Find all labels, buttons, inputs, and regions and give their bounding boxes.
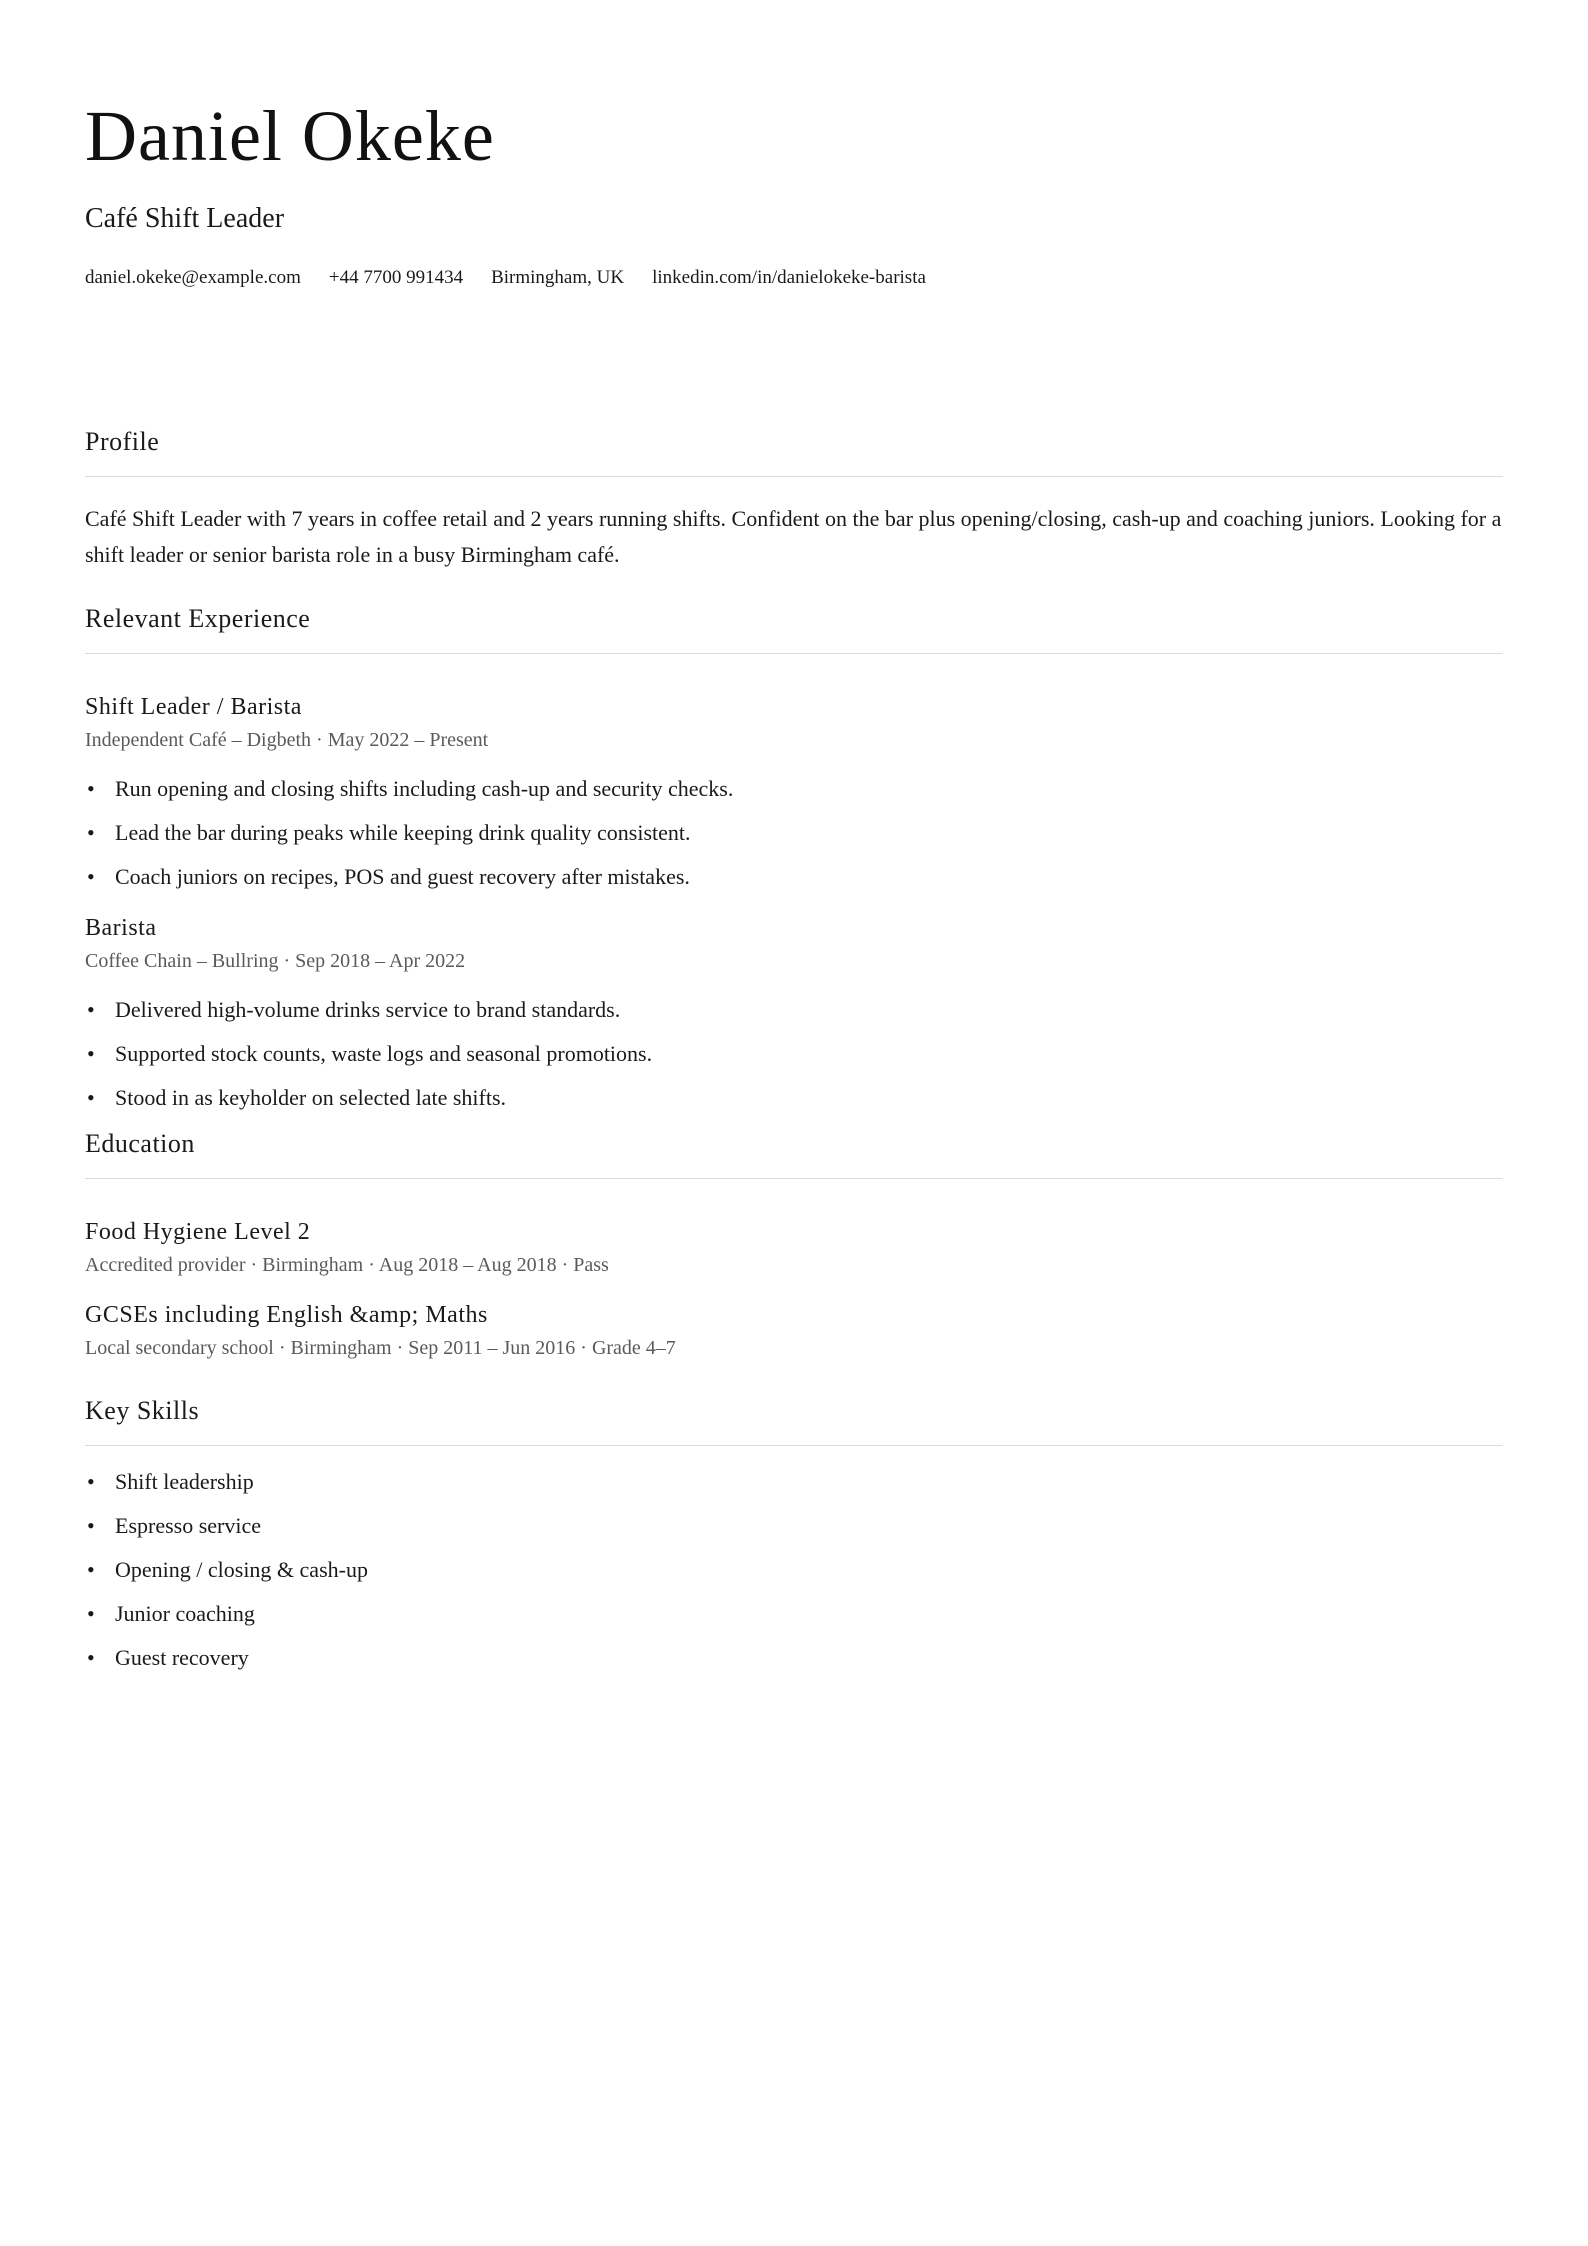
contact-location: Birmingham, UK xyxy=(491,267,625,288)
bullet-icon: • xyxy=(87,1469,95,1494)
section-heading-experience: Relevant Experience xyxy=(85,603,1503,654)
job-bullet xyxy=(85,1084,1503,1112)
candidate-title: Café Shift Leader xyxy=(85,203,285,234)
resume-header xyxy=(85,88,1503,290)
section-heading-skills: Key Skills xyxy=(85,1395,1503,1446)
education-meta: Local secondary school · Birmingham · Sep 2011 – Jun 2016 · Grade 4–7 xyxy=(85,1337,676,1359)
education-title: GCSEs including English &amp; Maths xyxy=(85,1302,488,1328)
candidate-name: Daniel Okeke xyxy=(85,96,495,176)
skill-item xyxy=(85,1600,1503,1628)
contact-linkedin[interactable]: linkedin.com/in/danielokeke-barista xyxy=(652,267,926,288)
section-heading-education: Education xyxy=(85,1128,1503,1179)
bullet-icon: • xyxy=(87,776,95,801)
job-bullets xyxy=(85,996,1503,1112)
job-bullet-text: Run opening and closing shifts including cash-up and security checks. xyxy=(115,776,734,801)
job-bullet xyxy=(85,996,1503,1024)
job-bullet-text: Lead the bar during peaks while keeping drink quality consistent. xyxy=(115,820,691,845)
skill-text: Shift leadership xyxy=(115,1469,254,1494)
experience-section xyxy=(85,603,1503,1112)
bullet-icon: • xyxy=(87,864,95,889)
skill-item xyxy=(85,1468,1503,1496)
bullet-icon: • xyxy=(87,1085,95,1110)
contact-phone[interactable]: +44 7700 991434 xyxy=(328,267,464,288)
profile-summary: Café Shift Leader with 7 years in coffee retail and 2 years running shifts. Confident on the bar plus opening/closing, cash-up and coaching juniors. Looking for a shift leader or senior barista role in a busy Birmingham café. xyxy=(85,506,1502,567)
job-title: Barista xyxy=(85,915,157,941)
bullet-icon: • xyxy=(87,1041,95,1066)
job-bullet xyxy=(85,819,1503,847)
bullet-icon: • xyxy=(87,820,95,845)
skill-text: Junior coaching xyxy=(115,1601,255,1626)
skills-list xyxy=(85,1468,1503,1672)
job-bullet xyxy=(85,775,1503,803)
education-entry xyxy=(85,1300,1503,1361)
contact-email[interactable]: daniel.okeke@example.com xyxy=(85,267,301,288)
job-meta: Independent Café – Digbeth · May 2022 – Present xyxy=(85,729,489,751)
job-entry xyxy=(85,913,1503,1112)
profile-section xyxy=(85,426,1503,573)
job-bullet-text: Stood in as keyholder on selected late shifts. xyxy=(115,1085,507,1110)
job-title: Shift Leader / Barista xyxy=(85,694,302,720)
job-bullet-text: Delivered high-volume drinks service to brand standards. xyxy=(115,997,621,1022)
contact-line xyxy=(85,266,1503,290)
job-bullet-text: Coach juniors on recipes, POS and guest recovery after mistakes. xyxy=(115,864,690,889)
bullet-icon: • xyxy=(87,1557,95,1582)
bullet-icon: • xyxy=(87,1601,95,1626)
bullet-icon: • xyxy=(87,997,95,1022)
job-bullet xyxy=(85,1040,1503,1068)
job-bullets xyxy=(85,775,1503,891)
job-bullet-text: Supported stock counts, waste logs and seasonal promotions. xyxy=(115,1041,653,1066)
skill-text: Guest recovery xyxy=(115,1645,249,1670)
job-entry xyxy=(85,692,1503,891)
skill-text: Opening / closing & cash-up xyxy=(115,1557,368,1582)
skill-item xyxy=(85,1512,1503,1540)
section-heading-profile: Profile xyxy=(85,426,1503,477)
education-meta: Accredited provider · Birmingham · Aug 2018 – Aug 2018 · Pass xyxy=(85,1254,609,1276)
education-entry xyxy=(85,1217,1503,1278)
bullet-icon: • xyxy=(87,1513,95,1538)
skill-item xyxy=(85,1644,1503,1672)
skills-section xyxy=(85,1395,1503,1672)
education-title: Food Hygiene Level 2 xyxy=(85,1219,311,1245)
skill-item xyxy=(85,1556,1503,1584)
skill-text: Espresso service xyxy=(115,1513,262,1538)
bullet-icon: • xyxy=(87,1645,95,1670)
education-section xyxy=(85,1128,1503,1361)
job-meta: Coffee Chain – Bullring · Sep 2018 – Apr 2022 xyxy=(85,950,466,972)
job-bullet xyxy=(85,863,1503,891)
